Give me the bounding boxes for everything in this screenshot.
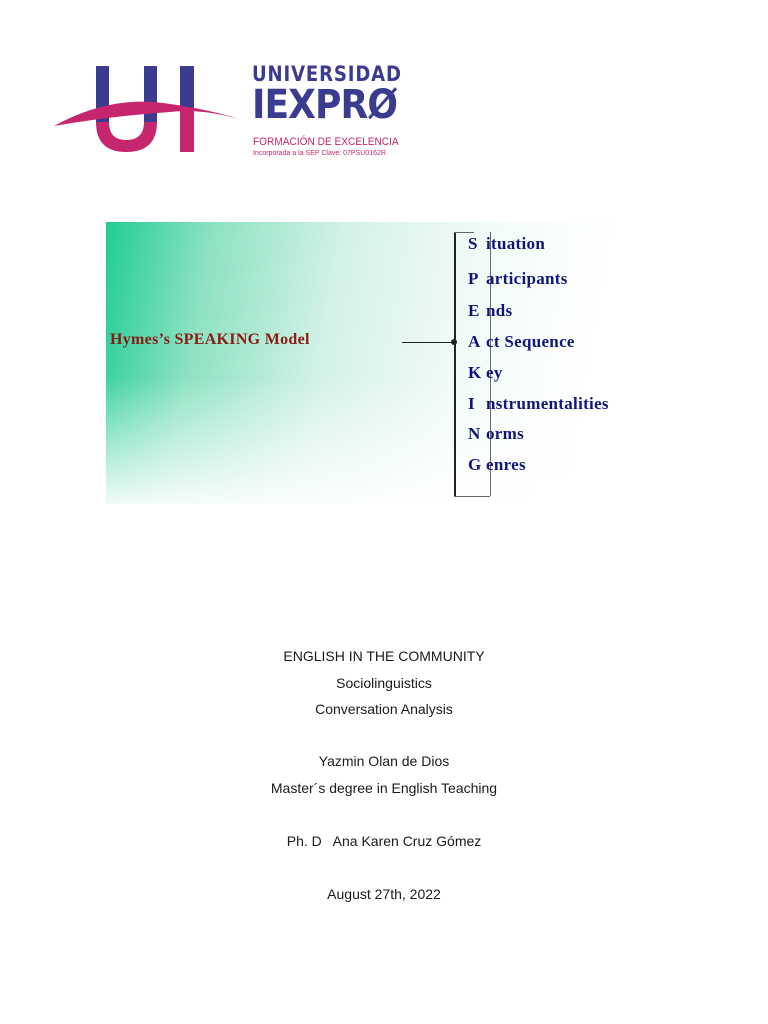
- university-logo: [52, 60, 422, 160]
- item-initial: E: [468, 301, 480, 320]
- item-initial: P: [468, 269, 479, 288]
- document-date: August 27th, 2022: [327, 886, 441, 902]
- logo-university-text: UNIVERSIDAD: [252, 62, 402, 86]
- speaking-item: [468, 424, 524, 444]
- speaking-item: [468, 394, 609, 414]
- model-title: Hymes’s SPEAKING Model: [110, 331, 310, 348]
- bracket-bottom-edge: [454, 496, 490, 497]
- speaking-item: [468, 301, 512, 321]
- item-initial: A: [468, 332, 481, 351]
- speaking-item: [468, 269, 568, 289]
- speaking-item: [468, 363, 503, 383]
- item-initial: S: [468, 234, 478, 253]
- author-name: Yazmin Olan de Dios: [318, 753, 450, 769]
- item-rest: orms: [486, 424, 525, 443]
- logo-brand-text: IEXPRØ: [252, 82, 398, 128]
- course-title: ENGLISH IN THE COMMUNITY: [283, 648, 485, 664]
- subject: Sociolinguistics: [336, 675, 432, 691]
- topic: Conversation Analysis: [315, 701, 453, 717]
- speaking-item: [468, 332, 575, 352]
- item-rest: articipants: [486, 269, 568, 288]
- item-rest: enres: [486, 455, 526, 474]
- item-initial: G: [468, 455, 482, 474]
- item-rest: nstrumentalities: [486, 394, 609, 413]
- speaking-model-diagram: [106, 222, 662, 504]
- item-initial: I: [468, 394, 475, 413]
- item-initial: N: [468, 424, 481, 443]
- bracket-top-edge: [454, 232, 474, 233]
- logo-tagline: FORMACIÓN DE EXCELENCIA: [253, 136, 399, 148]
- item-rest: ct Sequence: [486, 332, 575, 351]
- professor-name: Ph. D Ana Karen Cruz Gómez: [286, 833, 482, 849]
- degree-program: Master´s degree in English Teaching: [270, 780, 498, 796]
- item-rest: ituation: [486, 234, 546, 253]
- ui-monogram-icon: [52, 64, 244, 156]
- speaking-item: [468, 455, 526, 475]
- item-rest: nds: [486, 301, 513, 320]
- item-rest: ey: [486, 363, 503, 382]
- speaking-item: [468, 234, 545, 254]
- item-initial: K: [468, 363, 482, 382]
- connector-line: [402, 342, 454, 343]
- logo-registration: Incorporada a la SEP Clave: 07PSU0162R: [253, 150, 386, 157]
